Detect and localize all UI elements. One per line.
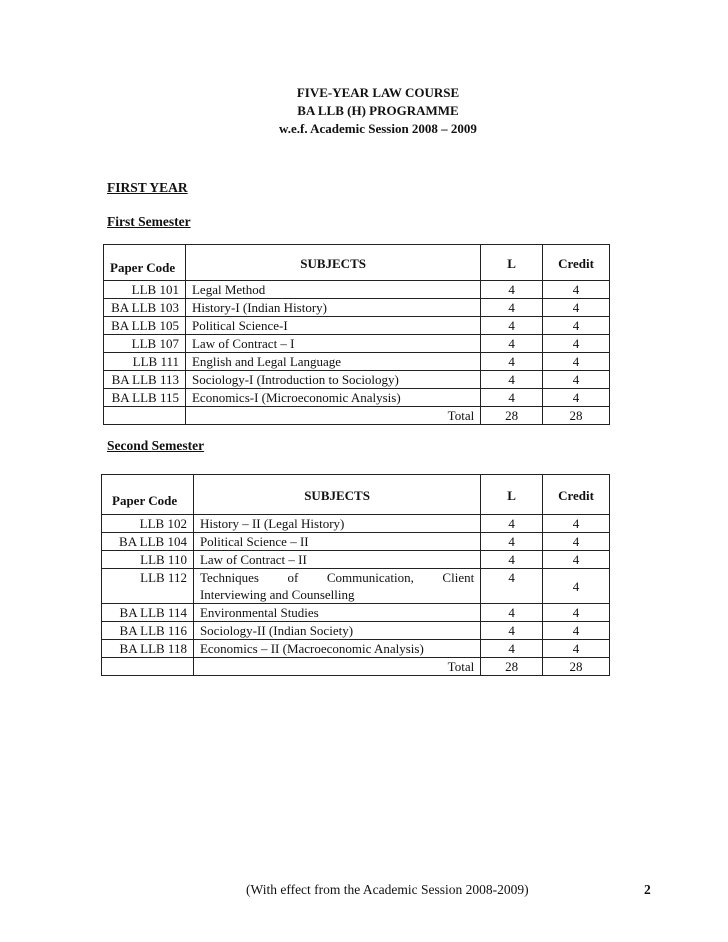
subject-name: Law of Contract – II xyxy=(193,551,480,569)
table-header-row xyxy=(102,475,610,515)
paper-code: LLB 107 xyxy=(104,335,186,353)
footer-note: (With effect from the Academic Session 2008-2009) xyxy=(246,882,529,897)
paper-code: BA LLB 104 xyxy=(102,533,194,551)
table-row xyxy=(102,622,610,640)
document-title-block xyxy=(0,84,728,138)
lecture-hours: 4 xyxy=(481,604,543,622)
credit-value: 4 xyxy=(543,622,610,640)
subject-name: English and Legal Language xyxy=(185,353,480,371)
credit-value: 4 xyxy=(543,551,610,569)
subject-name: Sociology-II (Indian Society) xyxy=(193,622,480,640)
course-title: FIVE-YEAR LAW COURSE xyxy=(296,85,460,100)
subject-name: Economics – II (Macroeconomic Analysis) xyxy=(193,640,480,658)
paper-code: LLB 111 xyxy=(104,353,186,371)
column-header-credit: Credit xyxy=(543,245,610,281)
column-header-l: L xyxy=(481,475,543,515)
lecture-hours: 4 xyxy=(481,299,543,317)
table-row xyxy=(102,533,610,551)
credit-value: 4 xyxy=(543,299,610,317)
page-number: 2 xyxy=(644,882,651,897)
lecture-hours: 4 xyxy=(481,622,543,640)
lecture-hours: 4 xyxy=(481,533,543,551)
column-header-paper-code: Paper Code xyxy=(102,475,194,515)
paper-code: BA LLB 105 xyxy=(104,317,186,335)
lecture-hours: 4 xyxy=(481,353,543,371)
lecture-hours: 4 xyxy=(481,389,543,407)
credit-value: 4 xyxy=(543,515,610,533)
subject-name: Sociology-I (Introduction to Sociology) xyxy=(185,371,480,389)
subject-name: Political Science-I xyxy=(185,317,480,335)
table-row xyxy=(102,640,610,658)
paper-code: LLB 112 xyxy=(102,569,194,604)
table-row xyxy=(104,281,610,299)
subject-name: History-I (Indian History) xyxy=(185,299,480,317)
table-row xyxy=(104,335,610,353)
table-row xyxy=(102,604,610,622)
programme-title: BA LLB (H) PROGRAMME xyxy=(297,103,459,118)
first-semester-heading: First Semester xyxy=(107,214,191,229)
first-year-heading: FIRST YEAR xyxy=(107,180,188,195)
total-credits: 28 xyxy=(543,658,610,676)
table-row xyxy=(104,371,610,389)
table-row xyxy=(104,353,610,371)
paper-code: BA LLB 115 xyxy=(104,389,186,407)
total-lecture-hours: 28 xyxy=(481,658,543,676)
table-header-row xyxy=(104,245,610,281)
total-lecture-hours: 28 xyxy=(481,407,543,425)
paper-code: BA LLB 114 xyxy=(102,604,194,622)
first-semester-table xyxy=(103,244,610,425)
total-row xyxy=(102,658,610,676)
lecture-hours: 4 xyxy=(481,317,543,335)
second-semester-heading: Second Semester xyxy=(107,438,205,453)
subject-name: History – II (Legal History) xyxy=(193,515,480,533)
subject-name: Political Science – II xyxy=(193,533,480,551)
credit-value: 4 xyxy=(543,604,610,622)
subject-name: Economics-I (Microeconomic Analysis) xyxy=(185,389,480,407)
lecture-hours: 4 xyxy=(481,551,543,569)
total-label: Total xyxy=(193,658,480,676)
second-semester-table xyxy=(101,474,610,676)
column-header-subjects: SUBJECTS xyxy=(193,475,480,515)
total-row xyxy=(104,407,610,425)
table-row xyxy=(104,389,610,407)
column-header-paper-code: Paper Code xyxy=(104,245,186,281)
paper-code: BA LLB 103 xyxy=(104,299,186,317)
column-header-subjects: SUBJECTS xyxy=(185,245,480,281)
lecture-hours: 4 xyxy=(481,335,543,353)
paper-code: LLB 101 xyxy=(104,281,186,299)
credit-value: 4 xyxy=(543,371,610,389)
credit-value: 4 xyxy=(543,281,610,299)
credit-value: 4 xyxy=(543,353,610,371)
column-header-l: L xyxy=(481,245,543,281)
subject-name-line: Techniques of Communication, Client xyxy=(199,570,475,585)
total-label: Total xyxy=(185,407,480,425)
lecture-hours: 4 xyxy=(481,371,543,389)
subject-name: Legal Method xyxy=(185,281,480,299)
table-row xyxy=(102,551,610,569)
credit-value: 4 xyxy=(543,533,610,551)
subject-name-line: Interviewing and Counselling xyxy=(199,587,355,602)
lecture-hours: 4 xyxy=(481,569,543,604)
subject-name xyxy=(193,569,480,604)
paper-code: LLB 102 xyxy=(102,515,194,533)
paper-code: BA LLB 116 xyxy=(102,622,194,640)
credit-value: 4 xyxy=(543,569,610,604)
table-row xyxy=(104,317,610,335)
total-credits: 28 xyxy=(543,407,610,425)
subject-name: Law of Contract – I xyxy=(185,335,480,353)
credit-value: 4 xyxy=(543,317,610,335)
empty-cell xyxy=(104,407,186,425)
empty-cell xyxy=(102,658,194,676)
credit-value: 4 xyxy=(543,640,610,658)
credit-value: 4 xyxy=(543,335,610,353)
session-subtitle: w.e.f. Academic Session 2008 – 2009 xyxy=(279,121,477,136)
table-row xyxy=(104,299,610,317)
paper-code: BA LLB 113 xyxy=(104,371,186,389)
paper-code: BA LLB 118 xyxy=(102,640,194,658)
lecture-hours: 4 xyxy=(481,281,543,299)
table-row xyxy=(102,569,610,604)
paper-code: LLB 110 xyxy=(102,551,194,569)
column-header-credit: Credit xyxy=(543,475,610,515)
table-row xyxy=(102,515,610,533)
credit-value: 4 xyxy=(543,389,610,407)
subject-name: Environmental Studies xyxy=(193,604,480,622)
lecture-hours: 4 xyxy=(481,515,543,533)
lecture-hours: 4 xyxy=(481,640,543,658)
